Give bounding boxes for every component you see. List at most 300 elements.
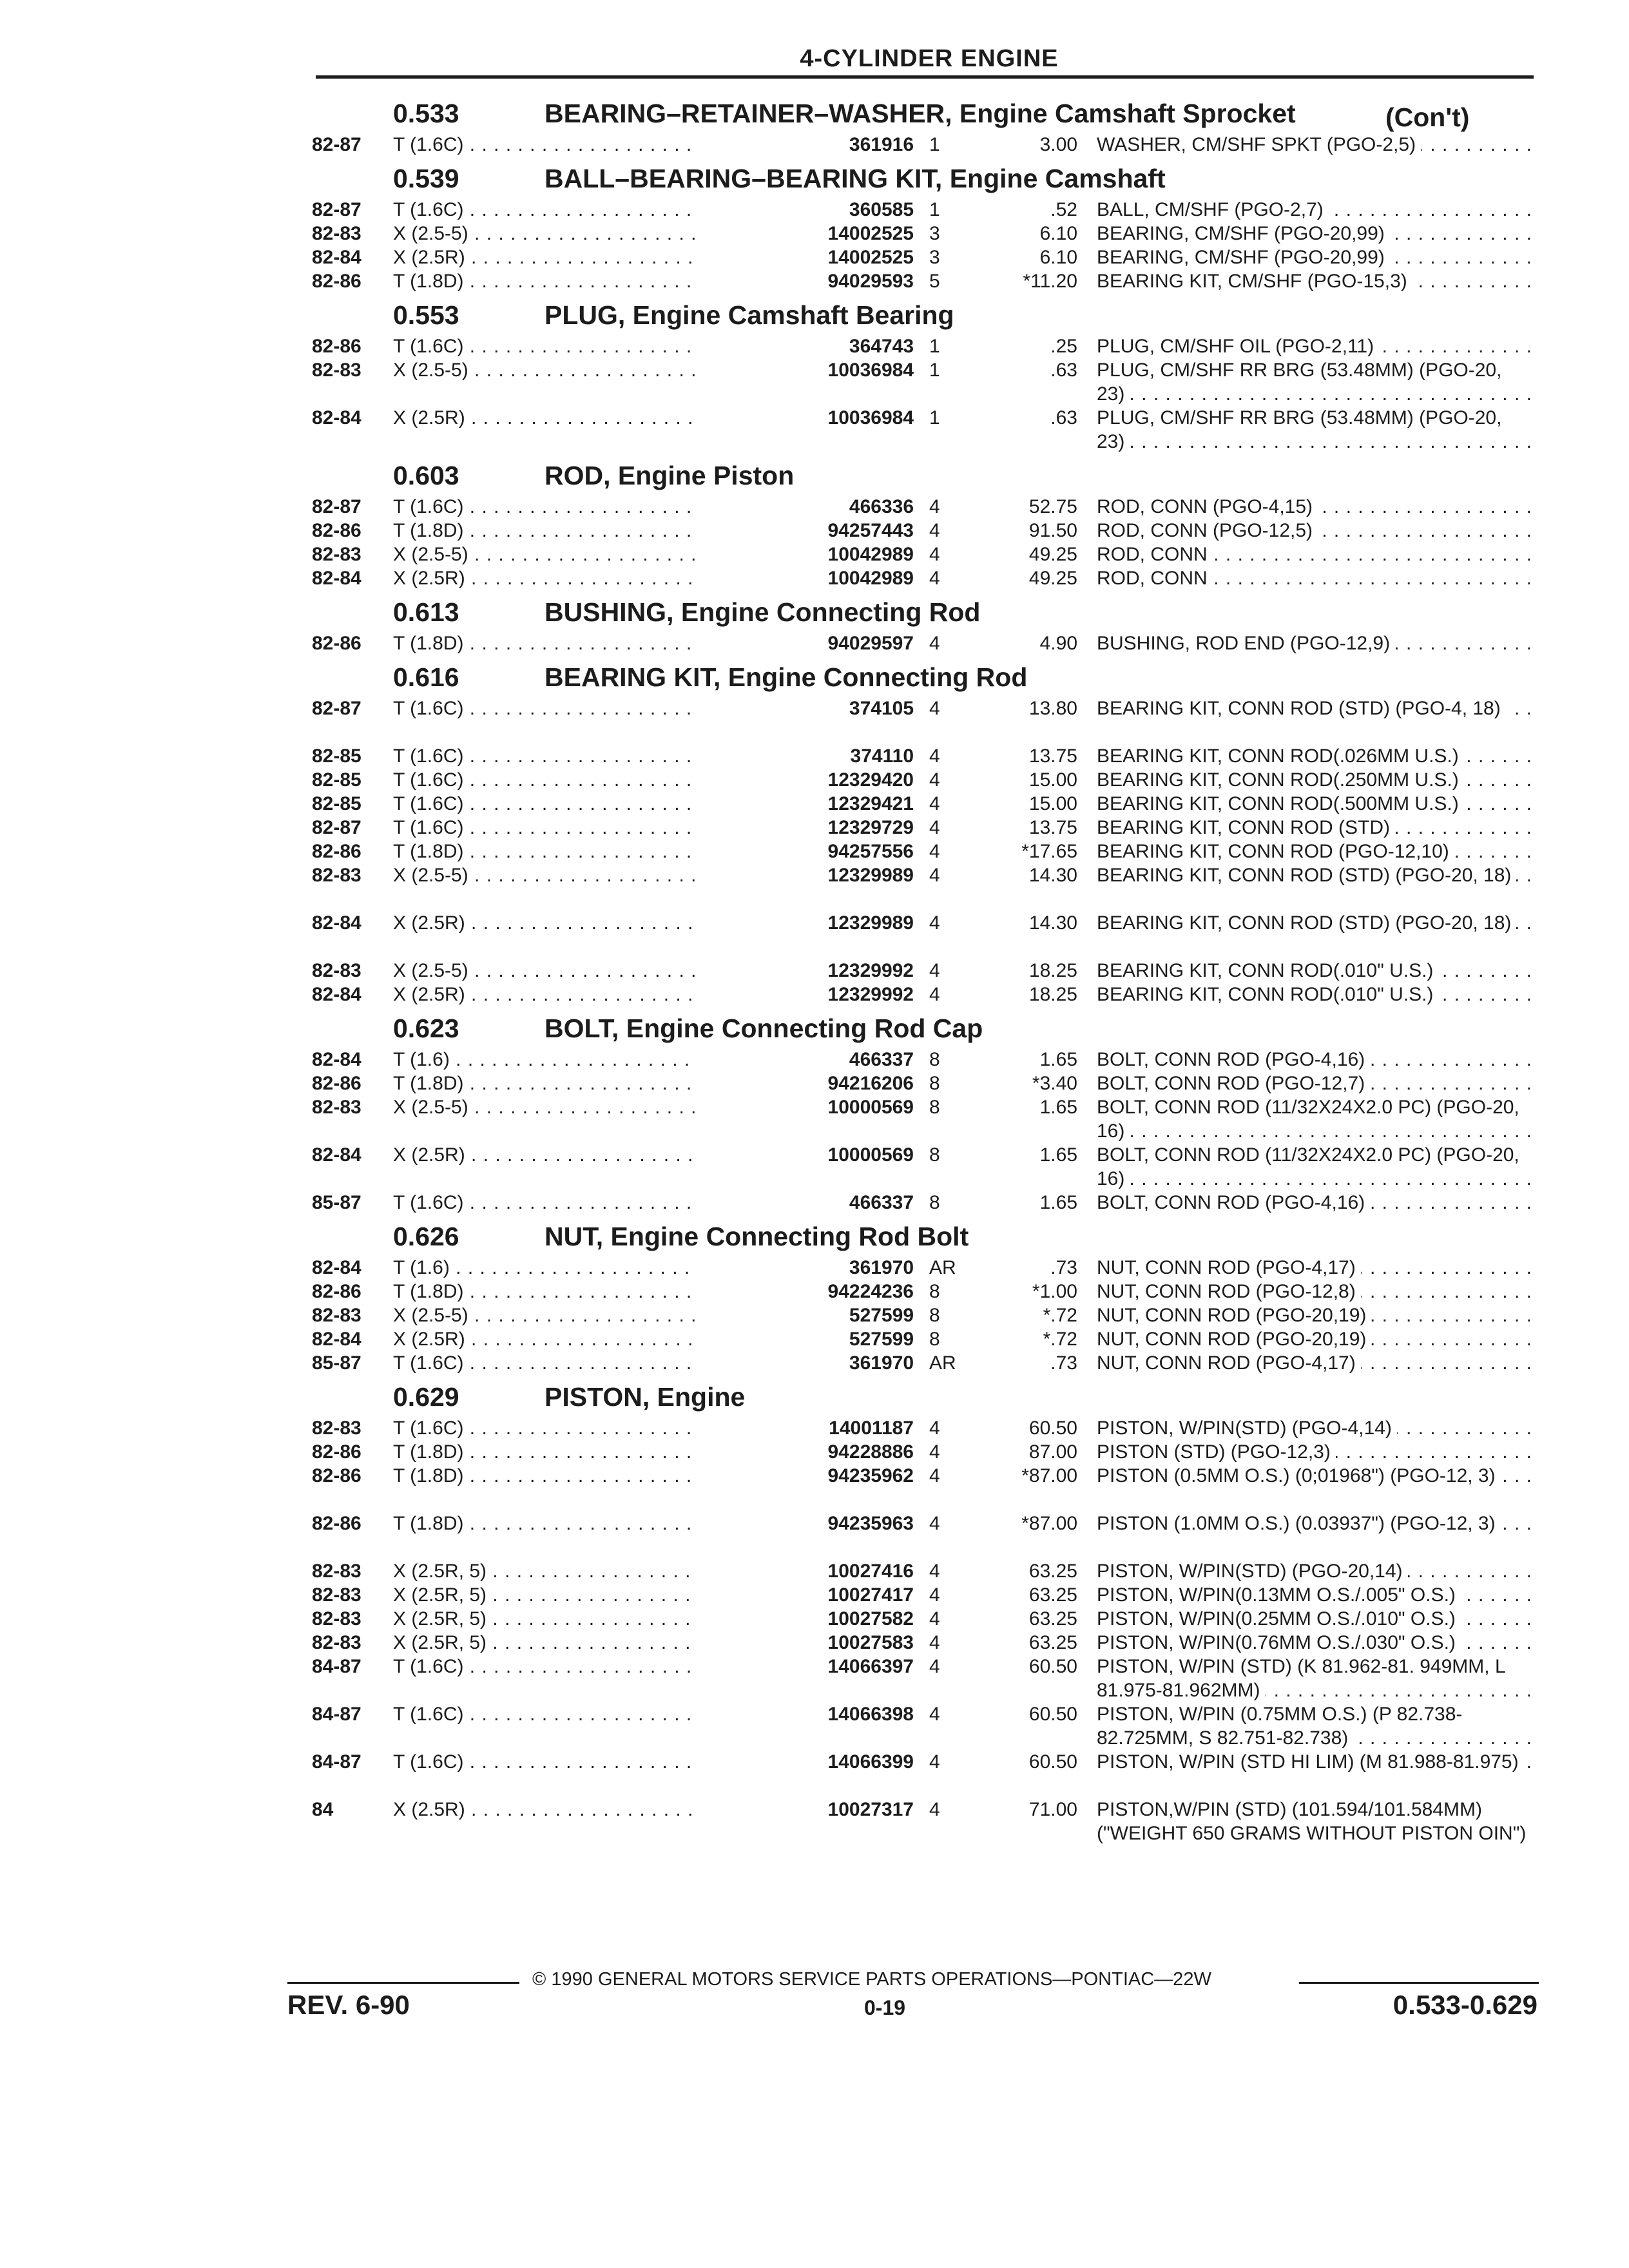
part-row [303,222,1547,245]
part-description-text: PLUG, CM/SHF RR BRG (53.48MM) (PGO-20, 23) [1097,407,1502,452]
quantity: 4 [929,698,940,719]
price: .52 [1050,199,1077,220]
part-description [1097,1559,1532,1583]
part-description [1097,840,1532,863]
part-number: 10042989 [715,543,914,566]
price: 6.10 [1039,223,1077,244]
engine-code: T (1.6) . . . [393,1256,696,1280]
part-description [1097,1607,1532,1631]
part-description-text: BOLT, CONN ROD (PGO-4,16) [1097,1192,1370,1213]
part-description [1097,334,1532,358]
part-description-text: BEARING KIT, CONN ROD(.026MM U.S.) [1097,745,1464,767]
part-description [1097,1303,1532,1327]
part-description [1097,744,1532,768]
quantity: 1 [929,360,940,381]
engine-code: X (2.5-5) . . . [393,959,696,983]
model-years: 84 [312,1799,334,1820]
part-description [1097,863,1532,887]
part-number: 374110 [715,744,914,768]
part-number: 14002525 [715,222,914,245]
quantity: 4 [929,1465,940,1486]
quantity: 3 [929,247,940,268]
part-description [1097,1280,1532,1303]
engine-code: T (1.8D) . . . [393,1464,696,1488]
part-row [303,1655,1547,1702]
part-description-text: BEARING KIT, CONN ROD(.010" U.S.) [1097,984,1438,1005]
quantity: 1 [929,407,940,428]
engine-code: X (2.5-5) . . . [393,358,696,382]
part-description-text: BEARING, CM/SHF (PGO-20,99) [1097,247,1390,268]
part-row [303,1351,1547,1375]
part-number: 12329729 [715,816,914,840]
part-description-text: PISTON, W/PIN (0.75MM O.S.) (P 82.738-82.725MM, S 82.751-82.738) [1097,1704,1463,1749]
part-number: 94029593 [715,269,914,293]
section-number: 0.603 [393,461,459,490]
part-description-text: BEARING KIT, CONN ROD(.500MM U.S.) [1097,793,1464,814]
model-years: 82-86 [312,841,361,862]
part-number: 94257556 [715,840,914,863]
part-description [1097,1256,1532,1280]
quantity: 5 [929,271,940,292]
section-heading [303,1375,1547,1416]
part-description-text: BEARING KIT, CONN ROD (STD) (PGO-20, 18) [1097,865,1516,886]
section-heading [303,1215,1547,1256]
section-number: 0.616 [393,662,459,692]
copyright-line: © 1990 GENERAL MOTORS SERVICE PARTS OPERATIONS—PONTIAC—22W [532,1969,1211,1990]
engine-code: X (2.5R, 5) . . . [393,1607,696,1631]
section-number: 0.626 [393,1222,459,1251]
part-description [1097,1351,1532,1375]
quantity: 4 [929,633,940,654]
engine-code: T (1.6C) . . . [393,1750,696,1774]
part-description-text: BALL, CM/SHF (PGO-2,7) [1097,199,1329,220]
quantity: 1 [929,134,940,155]
part-description [1097,911,1532,935]
section-number: 0.629 [393,1382,459,1412]
engine-code: T (1.8D) . . . [393,840,696,863]
model-years: 82-84 [312,984,361,1005]
part-row [303,495,1547,519]
part-description [1097,1631,1532,1655]
part-description-text: BOLT, CONN ROD (11/32X24X2.0 PC) (PGO-20, 16) [1097,1144,1519,1189]
quantity: 8 [929,1097,940,1118]
engine-code: X (2.5R, 5) . . . [393,1631,696,1655]
engine-code: T (1.8D) . . . [393,1440,696,1464]
part-number: 12329992 [715,959,914,983]
part-description [1097,631,1532,655]
part-description [1097,198,1532,222]
model-years: 82-83 [312,1305,361,1326]
part-description [1097,792,1532,816]
price: *3.40 [1032,1073,1077,1094]
part-number: 466336 [715,495,914,519]
section-title-text: BALL–BEARING–BEARING KIT, Engine Camshaft [545,164,1166,193]
section-heading [303,590,1547,631]
price: 63.25 [1028,1608,1077,1629]
part-number: 12329421 [715,792,914,816]
part-row [303,840,1547,863]
part-description-text: BEARING KIT, CM/SHF (PGO-15,3) [1097,271,1412,292]
part-row [303,358,1547,406]
part-number: 94228886 [715,1440,914,1464]
price: *87.00 [1021,1513,1077,1534]
price: 13.80 [1028,698,1077,719]
model-years: 82-83 [312,1632,361,1653]
part-description-text: BOLT, CONN ROD (11/32X24X2.0 PC) (PGO-20, 16) [1097,1097,1519,1142]
part-number: 94029597 [715,631,914,655]
footer-rule-right [1299,1982,1539,1984]
model-years: 85-87 [312,1352,361,1374]
part-description [1097,133,1532,157]
section-number: 0.553 [393,300,459,330]
part-number: 10036984 [715,358,914,382]
model-years: 82-83 [312,1608,361,1629]
quantity: 4 [929,912,940,934]
engine-code: T (1.6C) . . . [393,768,696,792]
engine-code: T (1.6C) . . . [393,1655,696,1678]
part-number: 10027416 [715,1559,914,1583]
part-number: 364743 [715,334,914,358]
engine-code: T (1.8D) . . . [393,631,696,655]
price: .25 [1050,336,1077,357]
part-row [303,1607,1547,1631]
part-row [303,1416,1547,1440]
model-years: 82-87 [312,817,361,838]
part-description [1097,1655,1532,1702]
part-row [303,1512,1547,1559]
part-row [303,863,1547,911]
part-description [1097,1327,1532,1351]
section-heading [303,655,1547,697]
part-number: 10036984 [715,406,914,430]
quantity: 4 [929,1561,940,1582]
part-number: 361970 [715,1256,914,1280]
engine-code: T (1.6C) . . . [393,1702,696,1726]
model-years: 82-86 [312,1073,361,1094]
part-description [1097,1440,1532,1464]
part-description-text: PISTON, W/PIN (STD) (K 81.962-81. 949MM, L 81.975-81.962MM) [1097,1656,1506,1701]
model-years: 82-84 [312,1257,361,1278]
part-row [303,1143,1547,1191]
engine-code: X (2.5R, 5) . . . [393,1559,696,1583]
quantity: 4 [929,1513,940,1534]
part-description [1097,566,1532,590]
part-description-text: BEARING KIT, CONN ROD(.010" U.S.) [1097,960,1438,981]
price: 18.25 [1028,960,1077,981]
section-title [545,300,954,331]
engine-code: T (1.6C) . . . [393,334,696,358]
quantity: 4 [929,960,940,981]
part-description-text: ROD, CONN [1097,568,1213,589]
engine-code: X (2.5R) . . . [393,1798,696,1821]
part-description-text: PISTON, W/PIN(STD) (PGO-20,14) [1097,1561,1408,1582]
model-years: 84-87 [312,1656,361,1677]
part-description-text: BEARING KIT, CONN ROD (STD) [1097,817,1395,838]
page-number: 0-19 [864,1996,906,2019]
price: 63.25 [1028,1584,1077,1606]
part-number: 527599 [715,1303,914,1327]
model-years: 82-87 [312,698,361,719]
part-row [303,1048,1547,1072]
section-title-text: ROD, Engine Piston [545,461,795,490]
section-heading [303,91,1547,133]
part-number: 10027417 [715,1583,914,1607]
section-heading [303,293,1547,334]
part-description-text: PISTON, W/PIN (STD HI LIM) (M 81.988-81.975) [1097,1751,1524,1773]
part-description [1097,1048,1532,1072]
model-years: 82-86 [312,520,361,541]
section-title-text: BOLT, Engine Connecting Rod Cap [545,1014,983,1043]
part-description-text: BOLT, CONN ROD (PGO-4,16) [1097,1049,1370,1070]
price: 1.65 [1039,1144,1077,1166]
part-description [1097,1512,1532,1535]
price: *.72 [1043,1305,1077,1326]
part-row [303,543,1547,566]
quantity: 4 [929,769,940,791]
quantity: 4 [929,1608,940,1629]
quantity: 4 [929,984,940,1005]
price: 49.25 [1028,544,1077,565]
part-description-text: PISTON, W/PIN(STD) (PGO-4,14) [1097,1418,1397,1439]
quantity: 4 [929,496,940,517]
quantity: 8 [929,1073,940,1094]
section-heading [303,454,1547,495]
price: 4.90 [1039,633,1077,654]
quantity: 8 [929,1144,940,1166]
part-number: 360585 [715,198,914,222]
engine-code: T (1.8D) . . . [393,519,696,543]
model-years: 82-84 [312,247,361,268]
part-description [1097,1143,1532,1191]
part-description [1097,1464,1532,1488]
part-number: 361970 [715,1351,914,1375]
part-number: 361916 [715,133,914,157]
model-years: 82-84 [312,1049,361,1070]
model-years: 82-85 [312,769,361,791]
engine-code: X (2.5R) . . . [393,245,696,269]
quantity: 4 [929,1441,940,1463]
engine-code: T (1.8D) . . . [393,1072,696,1095]
parts-sections [303,91,1547,1869]
price: .73 [1050,1257,1077,1278]
model-years: 82-84 [312,407,361,428]
quantity: 4 [929,544,940,565]
footer-rule-left [287,1982,519,1984]
part-row [303,816,1547,840]
quantity: 3 [929,223,940,244]
part-row [303,1583,1547,1607]
engine-code: X (2.5-5) . . . [393,1095,696,1119]
part-description [1097,358,1532,406]
part-description-text: BUSHING, ROD END (PGO-12,9) [1097,633,1395,654]
price: 13.75 [1028,745,1077,767]
engine-code: X (2.5R, 5) . . . [393,1583,696,1607]
part-description-text: PLUG, CM/SHF OIL (PGO-2,11) [1097,336,1379,357]
section-heading [303,1006,1547,1048]
quantity: 8 [929,1305,940,1326]
price: 60.50 [1028,1656,1077,1677]
model-years: 82-83 [312,1097,361,1118]
part-description [1097,959,1532,983]
model-years: 82-86 [312,336,361,357]
part-description [1097,1072,1532,1095]
quantity: 8 [929,1329,940,1350]
section-title [545,461,794,491]
model-years: 82-84 [312,912,361,934]
price: 3.00 [1039,134,1077,155]
model-years: 82-87 [312,199,361,220]
part-number: 94224236 [715,1280,914,1303]
engine-code: T (1.6C) . . . [393,198,696,222]
model-years: 82-84 [312,1144,361,1166]
price: 1.65 [1039,1097,1077,1118]
engine-code: T (1.8D) . . . [393,269,696,293]
model-years: 84-87 [312,1704,361,1725]
price: 60.50 [1028,1418,1077,1439]
part-description-text: PLUG, CM/SHF RR BRG (53.48MM) (PGO-20, 23) [1097,360,1502,405]
engine-code: T (1.6C) . . . [393,1351,696,1375]
part-description-text: BEARING KIT, CONN ROD (PGO-12,10) [1097,841,1454,862]
price: 14.30 [1028,912,1077,934]
model-years: 85-87 [312,1192,361,1213]
part-row [303,1072,1547,1095]
model-years: 82-86 [312,271,361,292]
engine-code: T (1.6C) . . . [393,133,696,157]
engine-code: X (2.5-5) . . . [393,1303,696,1327]
part-row [303,1327,1547,1351]
header-rule [316,75,1534,79]
part-row [303,1280,1547,1303]
price: .63 [1050,407,1077,428]
part-number: 466337 [715,1191,914,1215]
revision-label: REV. 6-90 [287,1990,410,2020]
price: 60.50 [1028,1704,1077,1725]
part-description-text: NUT, CONN ROD (PGO-4,17) [1097,1257,1361,1278]
part-description-text: PISTON (0.5MM O.S.) (0;01968") (PGO-12, 3) [1097,1465,1501,1486]
part-number: 14002525 [715,245,914,269]
part-number: 12329989 [715,911,914,935]
part-row [303,768,1547,792]
model-years: 82-83 [312,544,361,565]
engine-code: T (1.6C) . . . [393,1416,696,1440]
part-row [303,1191,1547,1215]
price: 15.00 [1028,769,1077,791]
part-description [1097,697,1532,720]
part-number: 12329420 [715,768,914,792]
quantity: 4 [929,793,940,814]
price: 18.25 [1028,984,1077,1005]
part-row [303,269,1547,293]
part-row [303,1464,1547,1512]
part-description-text: PISTON,W/PIN (STD) (101.594/101.584MM) ("WEIGHT 650 GRAMS WITHOUT PISTON OIN") [1097,1799,1531,1844]
quantity: 4 [929,568,940,589]
model-years: 82-85 [312,793,361,814]
part-number: 374105 [715,697,914,720]
part-row [303,1256,1547,1280]
price: *1.00 [1032,1281,1077,1302]
engine-code: X (2.5R) . . . [393,911,696,935]
quantity: 4 [929,1799,940,1820]
price: 49.25 [1028,568,1077,589]
engine-code: T (1.6C) . . . [393,495,696,519]
part-description [1097,519,1532,543]
quantity: AR [929,1352,956,1374]
part-number: 10027583 [715,1631,914,1655]
section-title [545,164,1166,194]
part-description [1097,816,1532,840]
section-title [545,99,1470,132]
page-range: 0.533-0.629 [1393,1990,1537,2020]
price: .73 [1050,1352,1077,1374]
part-description [1097,1095,1532,1143]
model-years: 82-83 [312,1418,361,1439]
price: 91.50 [1028,520,1077,541]
price: 87.00 [1028,1441,1077,1463]
model-years: 82-86 [312,1465,361,1486]
quantity: 4 [929,865,940,886]
part-row [303,1631,1547,1655]
section-title [545,597,980,628]
engine-code: T (1.6) . . . [393,1048,696,1072]
part-description [1097,222,1532,245]
price: *.72 [1043,1329,1077,1350]
engine-code: X (2.5R) . . . [393,1143,696,1167]
part-row [303,631,1547,655]
model-years: 82-86 [312,1441,361,1463]
model-years: 82-87 [312,134,361,155]
part-description [1097,768,1532,792]
part-description-text: NUT, CONN ROD (PGO-4,17) [1097,1352,1361,1374]
part-description-text: ROD, CONN (PGO-12,5) [1097,520,1318,541]
part-number: 94257443 [715,519,914,543]
part-description-text: ROD, CONN (PGO-4,15) [1097,496,1318,517]
part-number: 12329992 [715,983,914,1006]
section-heading [303,157,1547,198]
part-row [303,911,1547,959]
engine-code: X (2.5-5) . . . [393,222,696,245]
model-years: 82-83 [312,360,361,381]
quantity: 4 [929,1418,940,1439]
part-description [1097,1416,1532,1440]
quantity: 4 [929,1751,940,1773]
part-description [1097,406,1532,454]
part-number: 14066397 [715,1655,914,1678]
engine-code: X (2.5R) . . . [393,1327,696,1351]
part-row [303,1798,1547,1869]
part-row [303,697,1547,744]
part-description-text: BEARING KIT, CONN ROD (STD) (PGO-4, 18) [1097,698,1506,719]
section-title-text: PLUG, Engine Camshaft Bearing [545,300,954,330]
engine-code: T (1.6C) . . . [393,1191,696,1215]
quantity: 1 [929,336,940,357]
price: *11.20 [1023,271,1077,292]
quantity: AR [929,1257,956,1278]
part-description [1097,543,1532,566]
part-number: 94235962 [715,1464,914,1488]
model-years: 82-86 [312,1281,361,1302]
part-description [1097,1750,1532,1774]
part-row [303,406,1547,454]
part-row [303,1303,1547,1327]
part-description [1097,1798,1532,1845]
model-years: 82-86 [312,633,361,654]
engine-code: X (2.5R) . . . [393,406,696,430]
quantity: 4 [929,1656,940,1677]
part-row [303,792,1547,816]
price: 1.65 [1039,1049,1077,1070]
part-number: 94216206 [715,1072,914,1095]
section-number: 0.539 [393,164,459,193]
